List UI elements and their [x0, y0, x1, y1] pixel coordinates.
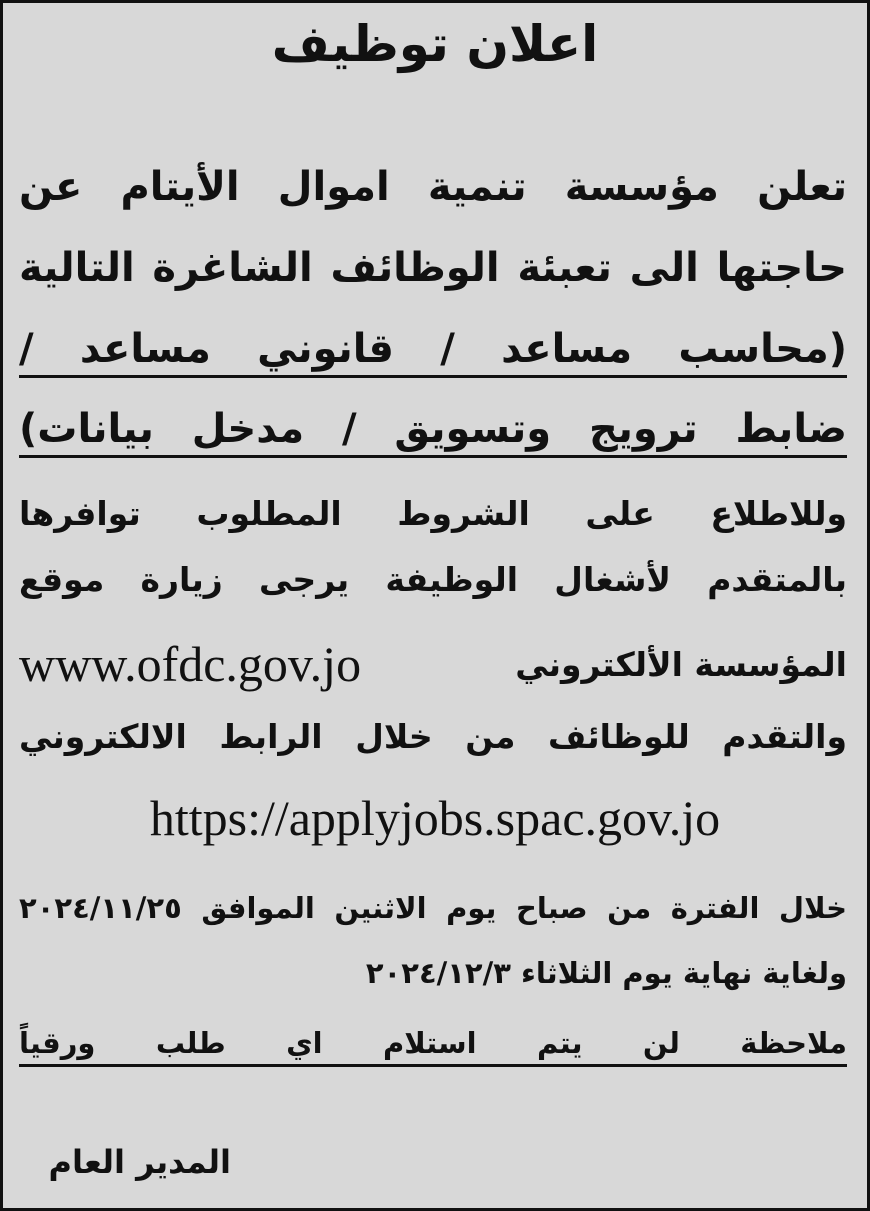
website-label: المؤسسة الألكتروني: [515, 645, 847, 684]
intro-line-1: تعلن مؤسسة تنمية اموال الأيتام عن: [19, 164, 847, 210]
note-line: ملاحظة لن يتم استلام اي طلب ورقياً: [19, 1029, 847, 1067]
apply-url-link[interactable]: https://applyjobs.spac.gov.jo: [149, 790, 721, 846]
jobs-line-2: ضابط ترويج وتسويق / مدخل بيانات): [19, 409, 847, 458]
conditions-line-2: بالمتقدم لأشغال الوظيفة يرجى زيارة موقع: [19, 560, 847, 599]
period-line-2: ولغاية نهاية يوم الثلاثاء ٢٠٢٤/١٢/٣: [365, 956, 847, 990]
jobs-line-1: (محاسب مساعد / قانوني مساعد /: [19, 329, 847, 378]
announcement-title: اعلان توظيف: [271, 15, 599, 73]
intro-line-2: حاجتها الى تعبئة الوظائف الشاغرة التالية: [19, 245, 847, 291]
period-line-1: خلال الفترة من صباح يوم الاثنين الموافق ٢٠٢٤/١١/٢٥: [19, 891, 847, 925]
website-url-link[interactable]: www.ofdc.gov.jo: [19, 636, 362, 692]
conditions-line-1: وللاطلاع على الشروط المطلوب توافرها: [19, 494, 847, 533]
website-row: [19, 635, 847, 695]
signature: المدير العام: [48, 1143, 231, 1181]
apply-line: والتقدم للوظائف من خلال الرابط الالكتروني: [19, 717, 847, 756]
